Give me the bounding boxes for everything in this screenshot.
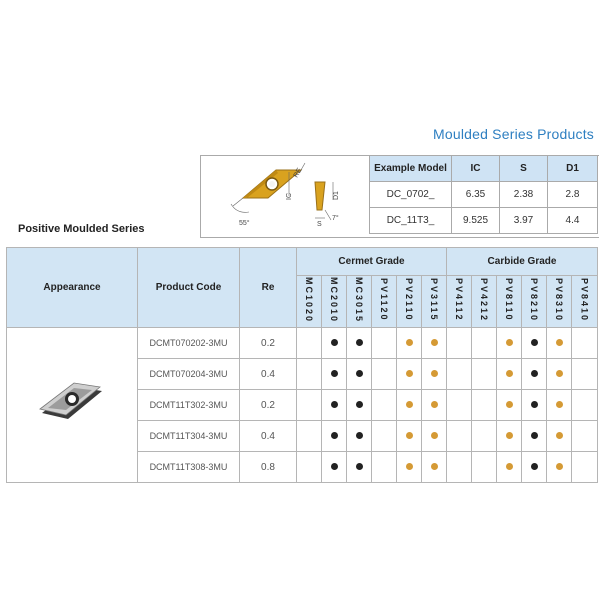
spec-cell: 2.38 — [500, 182, 548, 208]
grade-cell — [372, 452, 397, 483]
gold-dot-icon — [506, 370, 513, 377]
grade-cell — [572, 421, 598, 452]
black-dot-icon — [331, 463, 338, 470]
spec-row — [370, 208, 598, 234]
grade-header-pv8110 — [497, 276, 522, 328]
grade-cell — [422, 359, 447, 390]
grade-cell — [497, 328, 522, 359]
gold-dot-icon — [431, 432, 438, 439]
grade-cell — [397, 359, 422, 390]
grade-cell — [397, 452, 422, 483]
label-s: S — [317, 221, 322, 228]
grade-header-pv4212 — [472, 276, 497, 328]
grade-cell — [497, 452, 522, 483]
grade-cell — [422, 390, 447, 421]
gold-dot-icon — [506, 339, 513, 346]
black-dot-icon — [331, 370, 338, 377]
grade-label: PV8210 — [529, 277, 539, 323]
grade-header-pv2110 — [397, 276, 422, 328]
gold-dot-icon — [506, 463, 513, 470]
grade-cell — [447, 452, 472, 483]
label-re: RE — [292, 167, 304, 179]
re-cell: 0.4 — [240, 421, 297, 452]
grade-cell — [497, 421, 522, 452]
spec-row — [370, 182, 598, 208]
grade-cell — [522, 390, 547, 421]
grade-cell — [372, 421, 397, 452]
grade-header-pv4112 — [447, 276, 472, 328]
grade-cell — [397, 421, 422, 452]
grade-cell — [447, 421, 472, 452]
spec-cell: 3.97 — [500, 208, 548, 234]
label-d1: D1 — [333, 191, 340, 200]
re-cell: 0.2 — [240, 328, 297, 359]
gold-dot-icon — [431, 401, 438, 408]
spec-cell: DC_11T3_ — [370, 208, 452, 234]
grade-cell — [522, 452, 547, 483]
grade-cell — [447, 390, 472, 421]
label-ic: IC — [286, 193, 293, 200]
grade-cell — [347, 390, 372, 421]
grade-cell — [397, 390, 422, 421]
series-title: Moulded Series Products — [432, 126, 594, 142]
spec-cell: 9.525 — [452, 208, 500, 234]
section-subtitle: Positive Moulded Series — [18, 223, 145, 235]
grade-cell — [547, 452, 572, 483]
insert-side-view — [315, 182, 325, 210]
grade-header-pv8210 — [522, 276, 547, 328]
grade-cell — [322, 359, 347, 390]
grade-cell — [422, 421, 447, 452]
grade-cell — [297, 421, 322, 452]
grade-cell — [522, 421, 547, 452]
grade-cell — [472, 390, 497, 421]
grade-cell — [397, 328, 422, 359]
grade-cell — [547, 328, 572, 359]
grade-cell — [547, 359, 572, 390]
re-cell: 0.8 — [240, 452, 297, 483]
spec-table — [369, 155, 598, 234]
grade-cell — [447, 359, 472, 390]
black-dot-icon — [531, 370, 538, 377]
grade-cell — [372, 359, 397, 390]
grade-header-pv3115 — [422, 276, 447, 328]
product-code-cell: DCMT11T302-3MU — [138, 390, 240, 421]
gold-dot-icon — [406, 370, 413, 377]
grade-cell — [572, 390, 598, 421]
grade-cell — [572, 452, 598, 483]
black-dot-icon — [531, 463, 538, 470]
header-appearance: Appearance — [7, 248, 138, 328]
gold-dot-icon — [406, 432, 413, 439]
black-dot-icon — [356, 401, 363, 408]
grade-label: PV2110 — [404, 278, 414, 322]
grade-label: MC3015 — [354, 276, 364, 324]
grade-cell — [297, 452, 322, 483]
grade-label: PV8410 — [579, 277, 590, 323]
black-dot-icon — [356, 370, 363, 377]
spec-header-ic: IC — [452, 156, 500, 182]
black-dot-icon — [356, 339, 363, 346]
spec-header-model: Example Model — [370, 156, 452, 182]
grade-cell — [372, 328, 397, 359]
black-dot-icon — [531, 432, 538, 439]
insert-dimension-diagram — [201, 156, 369, 235]
black-dot-icon — [356, 463, 363, 470]
gold-dot-icon — [506, 401, 513, 408]
grade-cell — [472, 421, 497, 452]
grade-cell — [322, 421, 347, 452]
header-cermet-grade: Cermet Grade — [297, 248, 447, 276]
gold-dot-icon — [556, 432, 563, 439]
gold-dot-icon — [406, 339, 413, 346]
spec-cell: 6.35 — [452, 182, 500, 208]
grade-header-mc1020 — [297, 276, 322, 328]
grade-cell — [572, 359, 598, 390]
grade-label: PV4112 — [454, 278, 464, 322]
grade-label: PV8110 — [504, 278, 514, 322]
gold-dot-icon — [556, 463, 563, 470]
spec-header-s: S — [500, 156, 548, 182]
grade-cell — [572, 328, 598, 359]
product-code-cell: DCMT070204-3MU — [138, 359, 240, 390]
gold-dot-icon — [556, 370, 563, 377]
grade-cell — [472, 328, 497, 359]
grade-header-pv8310 — [547, 276, 572, 328]
grade-cell — [547, 421, 572, 452]
label-clearance: 7° — [332, 215, 339, 222]
table-row — [7, 328, 598, 359]
black-dot-icon — [356, 432, 363, 439]
appearance-cell — [7, 328, 138, 483]
insert-product-image — [36, 379, 108, 429]
grade-cell — [322, 452, 347, 483]
grade-cell — [472, 452, 497, 483]
product-table — [6, 247, 598, 483]
re-cell: 0.4 — [240, 359, 297, 390]
grade-label: PV4212 — [479, 277, 489, 323]
gold-dot-icon — [556, 401, 563, 408]
grade-header-pv8410 — [572, 276, 598, 328]
black-dot-icon — [331, 339, 338, 346]
grade-cell — [297, 328, 322, 359]
spec-cell: 2.8 — [548, 182, 598, 208]
product-code-cell: DCMT11T308-3MU — [138, 452, 240, 483]
spec-cell: DC_0702_ — [370, 182, 452, 208]
gold-dot-icon — [431, 463, 438, 470]
grade-cell — [347, 359, 372, 390]
gold-dot-icon — [431, 370, 438, 377]
spec-header-d1: D1 — [548, 156, 598, 182]
gold-dot-icon — [406, 401, 413, 408]
header-carbide-grade: Carbide Grade — [447, 248, 598, 276]
black-dot-icon — [331, 401, 338, 408]
grade-label: MC2010 — [329, 276, 339, 324]
grade-label: MC1020 — [304, 276, 314, 324]
header-product-code: Product Code — [138, 248, 240, 328]
label-angle: 55° — [239, 220, 250, 227]
black-dot-icon — [531, 401, 538, 408]
gold-dot-icon — [506, 432, 513, 439]
grade-cell — [422, 328, 447, 359]
grade-cell — [372, 390, 397, 421]
grade-cell — [347, 421, 372, 452]
grade-label: PV8310 — [554, 277, 564, 323]
grade-cell — [522, 328, 547, 359]
product-code-cell: DCMT11T304-3MU — [138, 421, 240, 452]
grade-cell — [497, 359, 522, 390]
gold-dot-icon — [556, 339, 563, 346]
grade-cell — [522, 359, 547, 390]
grade-cell — [472, 359, 497, 390]
grade-cell — [322, 328, 347, 359]
grade-cell — [297, 390, 322, 421]
grade-cell — [347, 452, 372, 483]
header-re: Re — [240, 248, 297, 328]
grade-header-mc2010 — [322, 276, 347, 328]
grade-cell — [422, 452, 447, 483]
grade-cell — [447, 328, 472, 359]
grade-cell — [347, 328, 372, 359]
grade-label: PV1120 — [379, 278, 389, 322]
grade-cell — [497, 390, 522, 421]
grade-cell — [297, 359, 322, 390]
grade-cell — [547, 390, 572, 421]
spec-cell: 4.4 — [548, 208, 598, 234]
grade-cell — [322, 390, 347, 421]
product-code-cell: DCMT070202-3MU — [138, 328, 240, 359]
re-cell: 0.2 — [240, 390, 297, 421]
grade-label: PV3115 — [429, 278, 439, 322]
black-dot-icon — [531, 339, 538, 346]
grade-header-mc3015 — [347, 276, 372, 328]
grade-header-pv1120 — [372, 276, 397, 328]
gold-dot-icon — [431, 339, 438, 346]
black-dot-icon — [331, 432, 338, 439]
gold-dot-icon — [406, 463, 413, 470]
